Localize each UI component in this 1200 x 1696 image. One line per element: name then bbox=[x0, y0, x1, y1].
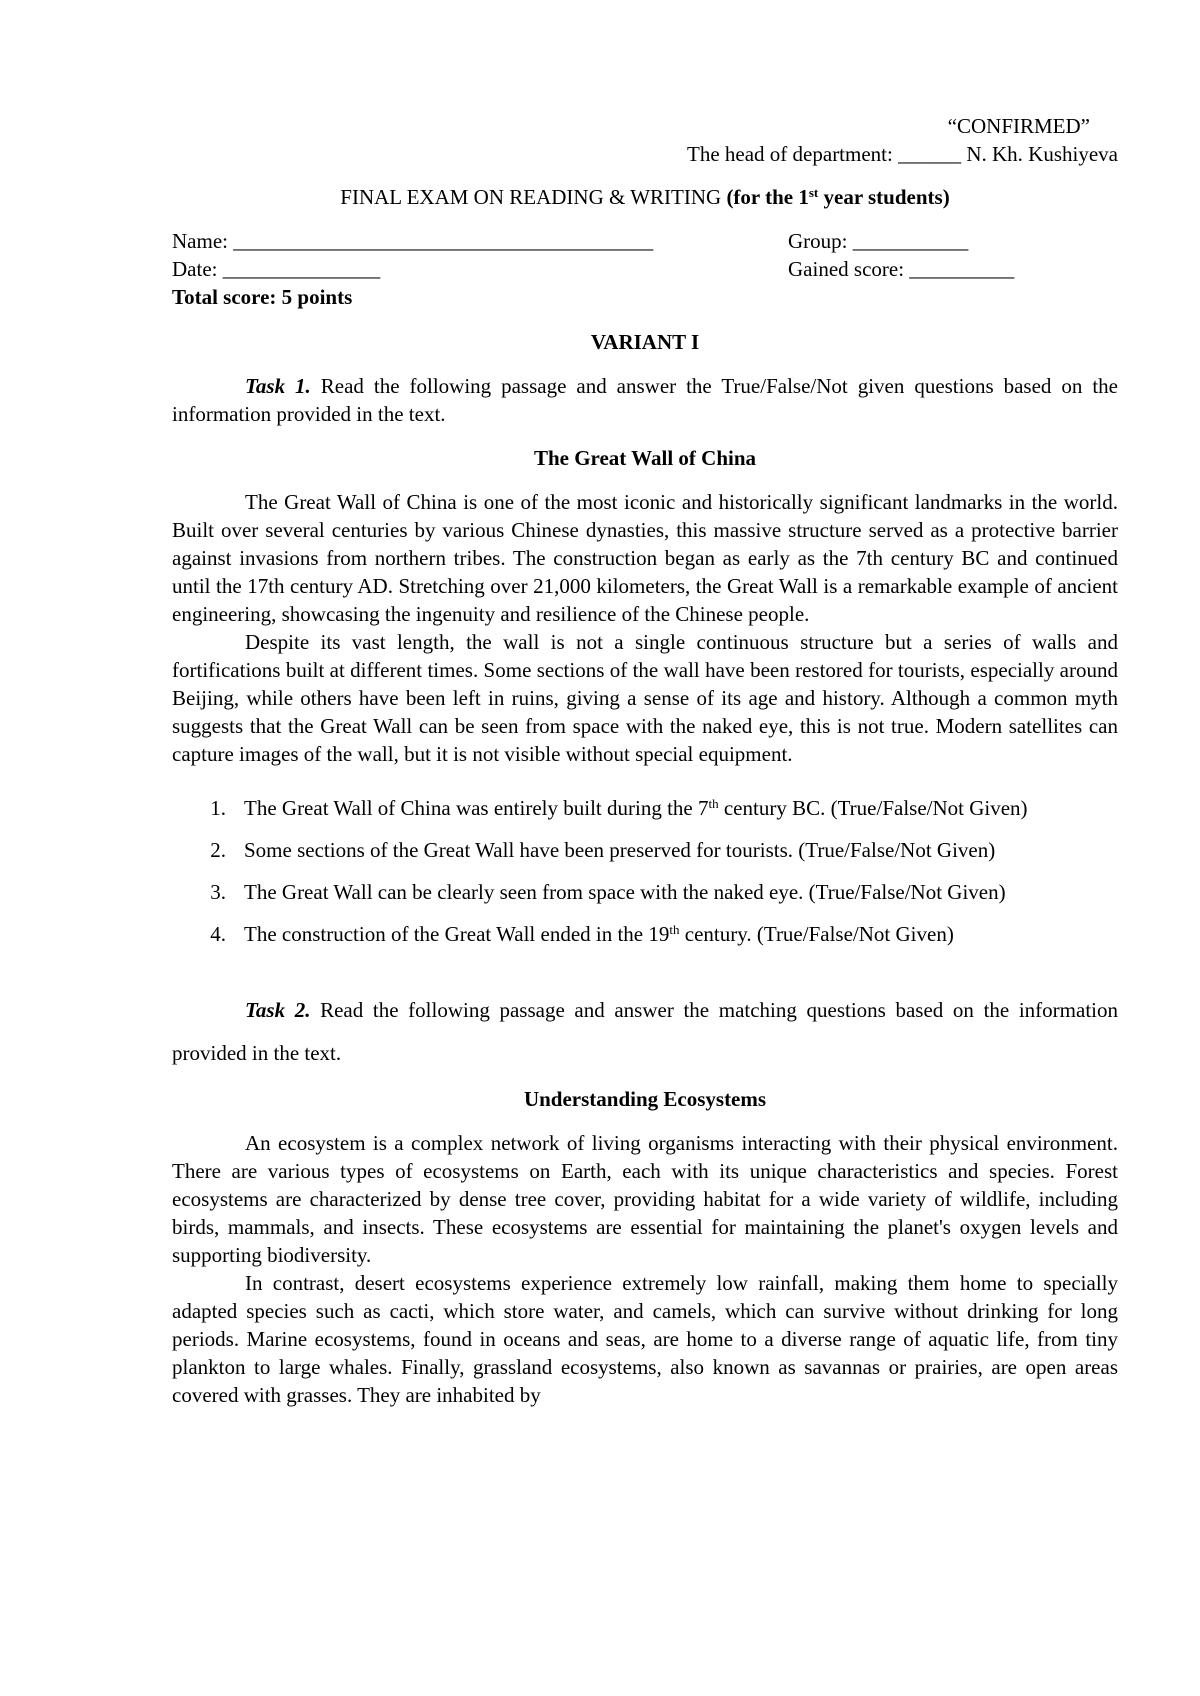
date-field[interactable] bbox=[172, 255, 380, 283]
name-blank: ________________________________________ bbox=[233, 229, 654, 253]
task2-label: Task 2. bbox=[245, 998, 311, 1022]
head-of-department-line bbox=[172, 140, 1118, 168]
task2-paragraph: In contrast, desert ecosystems experience extremely low rainfall, making them home to specially adapted species such as cacti, which store water, and camels, which can survive without drinking for long periods. Marine ecosystems, found in oceans and seas, are home to a diverse range of aquatic life, from tiny plankton to large whales. Finally, grassland ecosystems, also known as savannas or prairies, are open areas covered with grasses. They are inhabited by bbox=[172, 1271, 1118, 1407]
question-text-part: century BC. (True/False/Not Given) bbox=[718, 796, 1028, 820]
question-text-part: The Great Wall can be clearly seen from space with the naked eye. (True/False/Not Given) bbox=[244, 880, 1006, 904]
page-content bbox=[172, 112, 1118, 1409]
question-number: 2. bbox=[210, 838, 226, 862]
group-field[interactable] bbox=[740, 227, 1118, 255]
question-sup: th bbox=[708, 796, 719, 811]
question-item bbox=[172, 913, 1118, 955]
question-text bbox=[244, 871, 1118, 913]
date-label: Date: bbox=[172, 257, 218, 281]
group-label: Group: bbox=[788, 229, 848, 253]
task1-paragraph: Despite its vast length, the wall is not a single continuous structure but a series of walls and fortifications built at different times. Some sections of the wall have been restored for tourists, especially around Beijing, while others have been left in ruins, giving a sense of its age and history. Although a common myth suggests that the Great Wall can be seen from space with the naked eye, this is not true. Modern satellites can capture images of the wall, but it is not visible without special equipment. bbox=[172, 630, 1118, 766]
question-text bbox=[244, 913, 1118, 955]
task2-passage-title: Understanding Ecosystems bbox=[523, 1087, 767, 1111]
question-number: 4. bbox=[210, 922, 226, 946]
question-text-part: century. (True/False/Not Given) bbox=[679, 922, 954, 946]
gained-score-field[interactable] bbox=[788, 255, 1118, 283]
task1-questions bbox=[172, 787, 1118, 955]
question-text-part: The Great Wall of China was entirely built during the 7 bbox=[244, 796, 709, 820]
task1-instruction bbox=[172, 372, 1118, 428]
total-score: Total score: 5 points bbox=[172, 285, 353, 309]
task1-label: Task 1. bbox=[245, 374, 311, 398]
title-year-post: year students) bbox=[818, 185, 950, 209]
fields-row-1 bbox=[172, 227, 1118, 255]
group-blank: ___________ bbox=[852, 229, 969, 253]
name-field[interactable] bbox=[172, 227, 653, 255]
name-label: Name: bbox=[172, 229, 228, 253]
task2-paragraph: An ecosystem is a complex network of living organisms interacting with their physical environment. There are various types of ecosystems on Earth, each with its unique characteristics and species. Forest ecosystems are characterized by dense tree cover, providing habitat for a wide variety of wildlife, including birds, mammals, and insects. These ecosystems are essential for maintaining the planet's oxygen levels and supporting biodiversity. bbox=[172, 1131, 1118, 1267]
confirmed-stamp: “CONFIRMED” bbox=[947, 114, 1090, 138]
title-year-pre: (for the 1 bbox=[726, 185, 809, 209]
date-blank: _______________ bbox=[222, 257, 381, 281]
question-text-part: Some sections of the Great Wall have been preserved for tourists. (True/False/Not Given) bbox=[244, 838, 996, 862]
question-item bbox=[172, 871, 1118, 913]
question-number: 3. bbox=[210, 880, 226, 904]
question-text bbox=[244, 829, 1118, 871]
question-text bbox=[244, 787, 1118, 829]
head-name: N. Kh. Kushiyeva bbox=[966, 142, 1118, 166]
task2-instruction bbox=[172, 989, 1118, 1075]
task1-text: Read the following passage and answer the True/False/Not given questions based on the information provided in the text. bbox=[172, 374, 1119, 426]
task1-paragraph: The Great Wall of China is one of the most iconic and historically significant landmarks in the world. Built over several centuries by various Chinese dynasties, this massive structure served as a protective barrier against invasions from northern tribes. The construction began as early as the 7th century BC and continued until the 17th century AD. Stretching over 21,000 kilometers, the Great Wall is a remarkable example of ancient engineering, showcasing the ingenuity and resilience of the Chinese people. bbox=[172, 490, 1118, 626]
question-item bbox=[172, 829, 1118, 871]
student-fields bbox=[172, 227, 1118, 311]
fields-row-2 bbox=[172, 255, 1118, 283]
gained-score-label: Gained score: bbox=[788, 257, 905, 281]
question-text-part: The construction of the Great Wall ended in the 19 bbox=[244, 922, 670, 946]
exam-title bbox=[172, 183, 1118, 211]
title-year-sup: st bbox=[808, 185, 819, 200]
question-sup: th bbox=[669, 922, 680, 937]
gained-score-blank: __________ bbox=[909, 257, 1015, 281]
head-label: The head of department: bbox=[687, 142, 893, 166]
task2-text: Read the following passage and answer the matching questions based on the information provided in the text. bbox=[172, 998, 1118, 1065]
question-item bbox=[172, 787, 1118, 829]
question-number: 1. bbox=[210, 796, 226, 820]
task1-passage-title: The Great Wall of China bbox=[533, 446, 757, 470]
variant-heading: VARIANT I bbox=[590, 330, 700, 354]
title-main: FINAL EXAM ON READING & WRITING bbox=[340, 185, 727, 209]
head-signature-blank: ______ bbox=[898, 142, 962, 166]
